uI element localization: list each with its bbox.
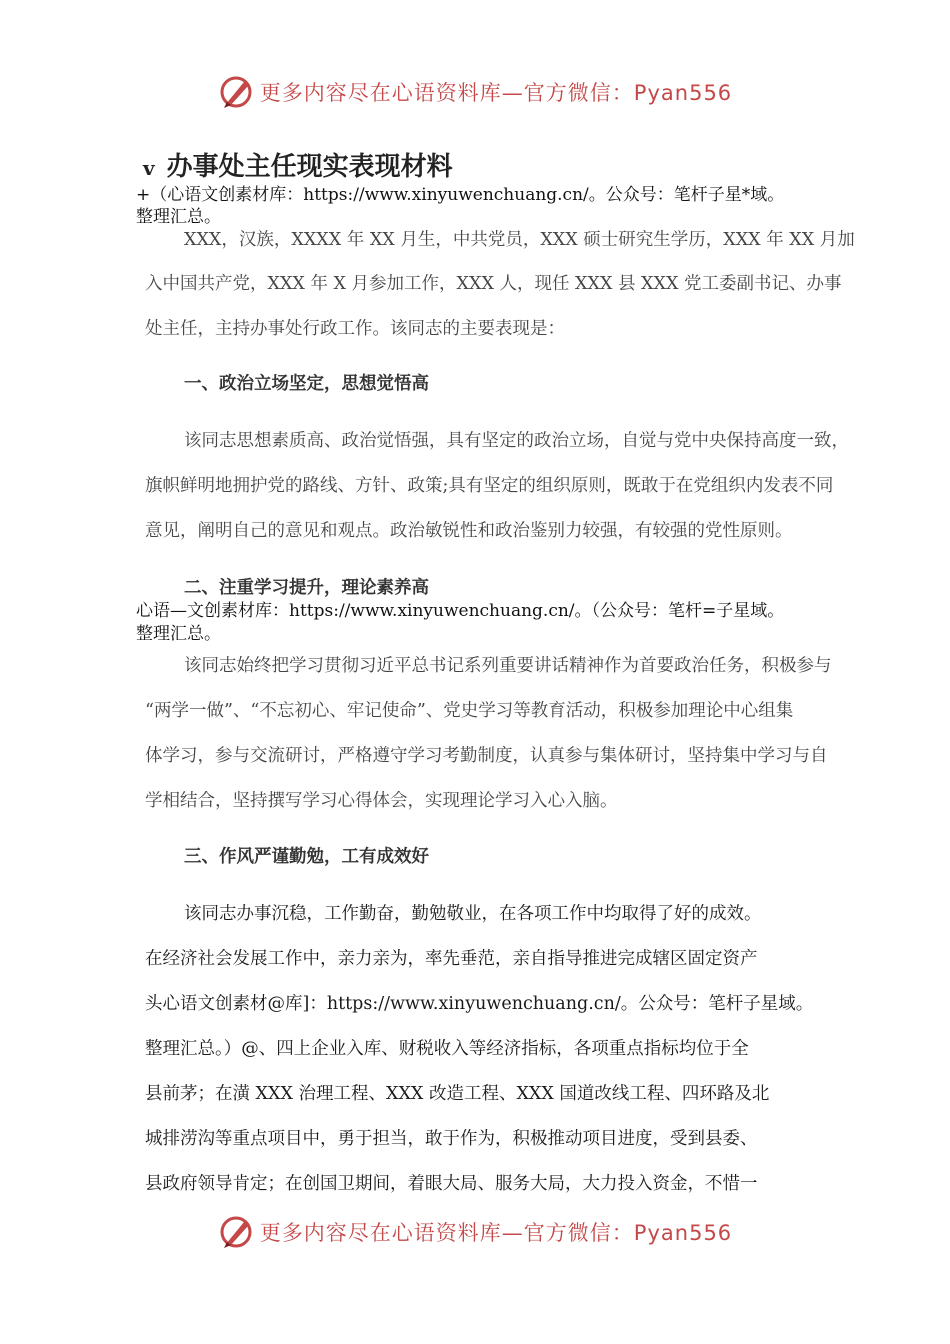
section-heading: 二、注重学习提升，理论素养高 [184,578,429,598]
banner-text: 更多内容尽在心语资料库—官方微信：Pyan556 [259,1221,733,1245]
paragraph-line: 学相结合，坚持撰写学习心得体会，实现理论学习入心入脑。 [145,791,618,811]
pen-logo-icon [218,1214,254,1250]
paragraph-line: 头心语文创素材@库]：https://www.xinyuwenchuang.cn/。公众号：笔杆子星域。 [145,994,814,1014]
paragraph-line: 该同志办事沉稳，工作勤奋，勤勉敬业，在各项工作中均取得了好的成效。 [184,904,762,924]
title-prefix: v [143,156,155,180]
paragraph-line: 县前茅；在潢 XXX 治理工程、XXX 改造工程、XXX 国道改线工程、四环路及北 [145,1084,770,1104]
section-heading: 三、作风严谨勤勉，工有成效好 [184,847,429,867]
paragraph-line: 入中国共产党，XXX 年 X 月参加工作，XXX 人，现任 XXX 县 XXX 党工委副书记、办事 [145,274,842,294]
paragraph-line: “两学一做”、“不忘初心、牢记使命”、党史学习等教育活动，积极参加理论中心组集 [145,701,794,721]
paragraph-line: XXX，汉族，XXXX 年 XX 月生，中共党员，XXX 硕士研究生学历，XXX 年 XX 月加 [184,230,855,250]
paragraph-line: 该同志始终把学习贯彻习近平总书记系列重要讲话精神作为首要政治任务，积极参与 [184,656,832,676]
paragraph-line: 体学习，参与交流研讨，严格遵守学习考勤制度，认真参与集体研讨，坚持集中学习与自 [145,746,828,766]
paragraph-line: 县政府领导肯定；在创国卫期间，着眼大局、服务大局，大力投入资金，不惜一 [145,1174,758,1194]
footer-banner [0,1212,950,1252]
source-note-line: +（心语文创素材库：https://www.xinyuwenchuang.cn/。公众号：笔杆子星*域。 [136,185,785,205]
source-note-line: 整理汇总。 [136,207,221,227]
paragraph-line: 该同志思想素质高、政治觉悟强，具有坚定的政治立场，自觉与党中央保持高度一致， [184,431,849,451]
paragraph-line: 意见，阐明自己的意见和观点。政治敏锐性和政治鉴别力较强，有较强的党性原则。 [145,521,793,541]
header-banner [0,72,950,112]
paragraph-line: 在经济社会发展工作中，亲力亲为，率先垂范，亲自指导推进完成辖区固定资产 [145,949,758,969]
paragraph-line: 整理汇总。）@、四上企业入库、财税收入等经济指标，各项重点指标均位于全 [145,1039,749,1059]
paragraph-line: 城排涝沟等重点项目中，勇于担当，敢于作为，积极推动项目进度，受到县委、 [145,1129,758,1149]
paragraph-line: 旗帜鲜明地拥护党的路线、方针、政策;具有坚定的组织原则，既敢于在党组织内发表不同 [145,476,834,496]
paragraph-line: 处主任，主持办事处行政工作。该同志的主要表现是： [145,319,565,339]
banner-text: 更多内容尽在心语资料库—官方微信：Pyan556 [259,81,733,105]
pen-logo-icon [218,74,254,110]
title-text: 办事处主任现实表现材料 [166,152,453,182]
source-note-line: 心语—文创素材库：https://www.xinyuwenchuang.cn/。（公众号：笔杆=子星域。 [136,601,785,621]
document-title [143,146,453,183]
section-heading: 一、政治立场坚定，思想觉悟高 [184,374,429,394]
source-note-line: 整理汇总。 [136,624,221,644]
